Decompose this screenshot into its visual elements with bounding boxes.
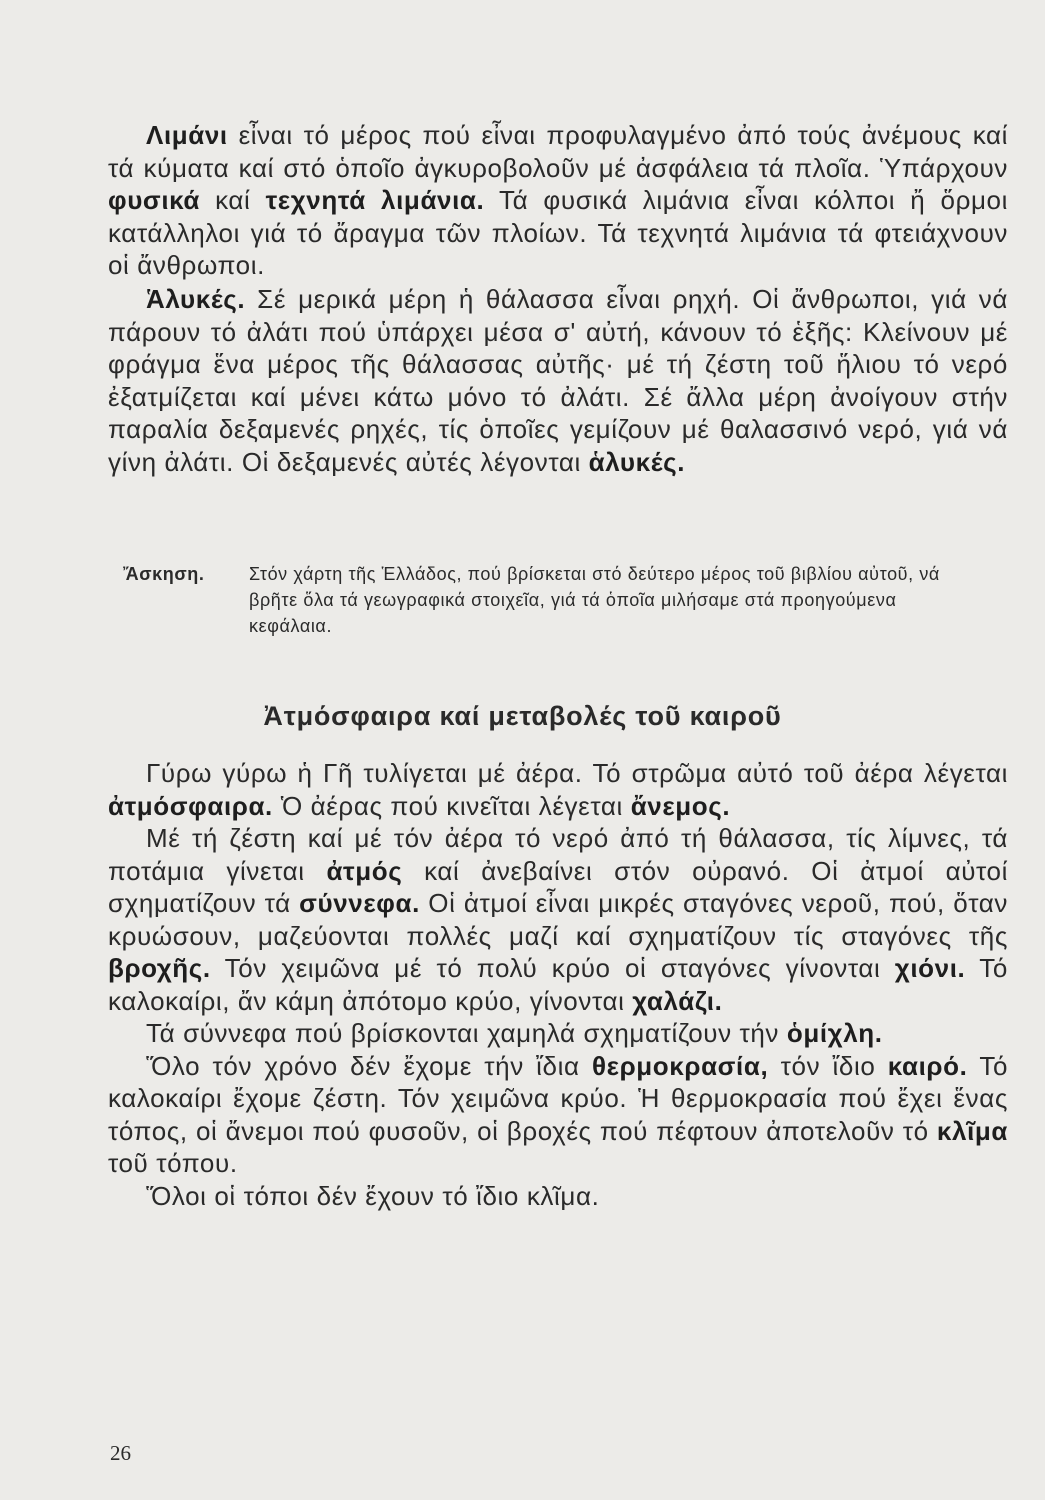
term-hail: χαλάζι. bbox=[632, 985, 723, 1016]
text-segment: τόν ἴδιο bbox=[768, 1050, 888, 1081]
text-segment: Τά σύννεφα πού βρίσκονται χαμηλά σχηματίζουν τήν bbox=[146, 1018, 787, 1048]
paragraph-vapour bbox=[108, 822, 1008, 1017]
term-saltpans-end: ἁλυκές. bbox=[588, 446, 686, 477]
text-segment: Τά φυσικά λιμάνια εἶναι κόλποι ἤ ὅρμοι κατάλληλοι γιά τό ἄραγμα τῶν πλοίων. Τά τεχνητά λιμάνια τά φτειάχνουν οἱ ἄνθρωποι. bbox=[108, 185, 1008, 280]
section-heading: Ἀτμόσφαιρα καί μεταβολές τοῦ καιροῦ bbox=[263, 701, 782, 731]
text-segment: καί bbox=[199, 185, 266, 215]
term-natural: φυσικά bbox=[108, 185, 200, 215]
text-segment: Οἱ ἀτμοί εἶναι μικρές σταγόνες νεροῦ, πού, ὅταν κρυώσουν, μαζεύονται πολλές μαζί καί σχηματίζουν τίς σταγόνες τῆς bbox=[108, 888, 1008, 951]
term-wind: ἄνεμος. bbox=[630, 790, 731, 821]
term-climate: κλῖμα bbox=[936, 1115, 1008, 1146]
paragraph-harbor bbox=[108, 119, 1008, 282]
section-body bbox=[108, 757, 1008, 1212]
term-atmosphere: ἀτμόσφαιρα. bbox=[108, 790, 273, 821]
term-snow: χιόνι. bbox=[894, 953, 966, 983]
text-segment: Γύρω γύρω ἡ Γῆ τυλίγεται μέ ἀέρα. Τό στρῶμα αὐτό τοῦ ἀέρα λέγεται bbox=[146, 758, 1008, 788]
paragraph-places: Ὅλοι οἱ τόποι δέν ἔχουν τό ἴδιο κλῖμα. bbox=[146, 1180, 600, 1211]
paragraph-climate bbox=[108, 1050, 1008, 1180]
term-saltpans: Ἁλυκές. bbox=[146, 284, 246, 314]
text-segment: τοῦ τόπου. bbox=[108, 1148, 238, 1178]
paragraph-atmosphere bbox=[108, 757, 1008, 822]
text-segment: καί ἀνεβαίνει στόν οὐρανό. Οἱ ἀτμοί αὐτοί σχηματίζουν τά bbox=[108, 855, 1008, 918]
exercise-text: Στόν χάρτη τῆς Ἑλλάδος, πού βρίσκεται στό δεύτερο μέρος τοῦ βιβλίου αὐτοῦ, νά βρῆτε ὅλα τά γεωγραφικά στοιχεῖα, γιά τά ὁποῖα μιλήσαμε στά προηγούμενα κεφάλαια. bbox=[249, 564, 940, 636]
text-segment: Ὁ ἀέρας πού κινεῖται λέγεται bbox=[272, 790, 631, 821]
term-artificial-harbors: τεχνητά λιμάνια. bbox=[265, 185, 485, 215]
term-harbor: Λιμάνι bbox=[146, 120, 228, 150]
exercise-block bbox=[123, 561, 983, 639]
text-segment: Τό καλοκαίρι, ἄν κάμη ἀπότομο κρύο, γίνονται bbox=[108, 953, 1008, 1016]
term-fog: ὁμίχλη. bbox=[786, 1018, 883, 1048]
text-segment: Ὅλο τόν χρόνο δέν ἔχομε τήν ἴδια bbox=[146, 1050, 593, 1081]
paragraph-saltpans bbox=[108, 283, 1008, 478]
paragraph-fog bbox=[108, 1017, 1008, 1050]
term-temperature: θερμοκρασία, bbox=[592, 1050, 769, 1081]
term-clouds: σύννεφα. bbox=[299, 888, 420, 918]
term-vapour: ἀτμός bbox=[326, 855, 403, 886]
text-segment: εἶναι τό μέρος πού εἶναι προφυλαγμένο ἀπό τούς ἀνέμους καί τά κύματα καί στό ὁποῖο ἀγκυροβολοῦν μέ ἀσφάλεια τά πλοῖα. Ὑπάρχουν bbox=[108, 120, 1008, 183]
exercise-label: Ἄσκηση. bbox=[123, 564, 205, 584]
text-segment: Τόν χειμῶνα μέ τό πολύ κρύο οἱ σταγόνες γίνονται bbox=[210, 953, 895, 983]
page-number: 26 bbox=[110, 1441, 131, 1465]
text-segment: Μέ τή ζέστη καί μέ τόν ἀέρα τό νερό ἀπό τή θάλασσα, τίς λίμνες, τά ποτάμια γίνεται bbox=[108, 823, 1008, 886]
term-weather: καιρό. bbox=[887, 1050, 968, 1081]
text-segment: Σέ μερικά μέρη ἡ θάλασσα εἶναι ρηχή. Οἱ ἄνθρωποι, γιά νά πάρουν τό ἀλάτι πού ὑπάρχει μέσα σ' αὐτή, κάνουν τό ἑξῆς: Κλείνουν μέ φράγμα ἕνα μέρος τῆς θάλασσας αὐτῆς· μέ τή ζέστη τοῦ ἥλιου τό νερό ἐξατμίζεται καί μένει κάτω μόνο τό ἀλάτι. Σέ ἄλλα μέρη ἀνοίγουν στήν παραλία δεξαμενές ρηχές, τίς ὁποῖες γεμίζουν μέ θαλασσινό νερό, γιά νά γίνη ἀλάτι. Οἱ δεξαμενές αὐτές λέγονται bbox=[108, 284, 1008, 477]
term-rain: βροχῆς. bbox=[108, 953, 211, 983]
text-segment: Τό καλοκαίρι ἔχομε ζέστη. Τόν χειμῶνα κρύο. Ἡ θερμοκρασία πού ἔχει ἕνας τόπος, οἱ ἄνεμοι πού φυσοῦν, οἱ βροχές πού πέφτουν ἀποτελοῦν τό bbox=[108, 1050, 1008, 1146]
